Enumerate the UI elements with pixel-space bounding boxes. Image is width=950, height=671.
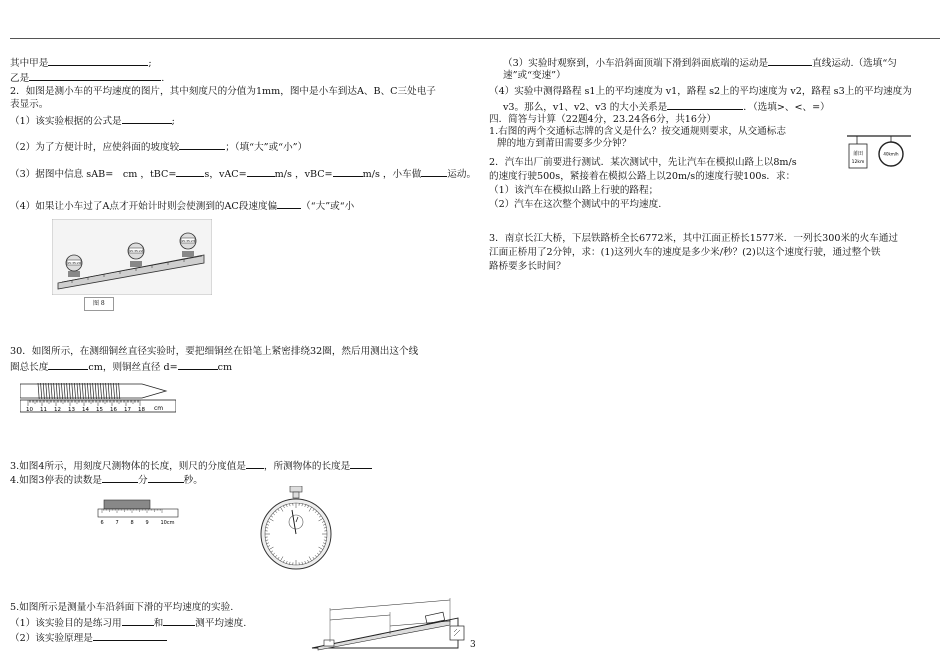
stopwatch-figure <box>258 486 334 574</box>
ruler2-tick-label: 10cm <box>160 520 175 526</box>
q5-part1: （1）该实验目的是练习用 和 测平均速度. <box>10 618 247 629</box>
ruler1-tick-label: 16 <box>110 407 117 413</box>
cart-c-time: 15:35:23 <box>181 239 195 244</box>
q30-stem-a: 30．如图所示，在测细铜丝直径实验时，要把细铜丝在铅笔上紧密排绕32圈，然后用测出这个线 <box>10 346 419 357</box>
ruler1-tick-label: 14 <box>82 407 89 413</box>
q4-text: 4.如图3停表的读数是 分 秒。 <box>10 475 203 486</box>
ruler1-tick-label: 17 <box>124 407 131 413</box>
ruler2-tick-label: 7 <box>115 520 119 526</box>
problem-3-c: 路桥要多长时间？ <box>489 261 566 272</box>
ruler1-tick-label: 12 <box>54 407 61 413</box>
ruler2-tick-label: 9 <box>145 520 149 526</box>
incline-s1-s2-figure <box>310 594 468 652</box>
q5-part2: （2）该实验原理是 <box>10 631 167 645</box>
ruler1-tick-label: 11 <box>40 407 47 413</box>
cart-a-time: 15:35:20 <box>67 261 81 266</box>
ruler2-tick-label: 6 <box>100 520 104 526</box>
q2-part3: （3）据图中信息 sAB= cm ，tBC= s，vAC= m/s ，vBC= m/s ，小车做 运动。 <box>10 169 477 180</box>
block-ruler-figure <box>96 498 180 528</box>
problem-2-d: （2）汽车在这次整个测试中的平均速度. <box>489 199 662 210</box>
traffic-signs-figure <box>845 134 913 174</box>
q3-text: 3.如图4所示，用刻度尺测物体的长度，则尺的分度值是 ，所测物体的长度是 <box>10 459 372 473</box>
r-part4-b: v3。那么，v1、v2、v3 的大小关系是 ．（选填>、<、=） <box>503 102 830 113</box>
problem-3-b: 江面正桥用了2分钟，求：(1)这列火车的速度是多少米/秒？(2)以这个速度行驶，通过整个铁 <box>489 247 881 258</box>
ruler1-tick-label: 10 <box>26 407 33 413</box>
q2-part4: （4）如果让小车过了A点才开始计时则会使测到的AC段速度偏 （“大”或“小 <box>10 201 355 212</box>
r-part3-a: （3）实验时观察到，小车沿斜面顶端下滑到斜面底端的运动是 直线运动.（选填“匀 <box>503 58 897 69</box>
q30-stem-b: 圈总长度 cm，则铜丝直径 d= cm <box>10 362 233 373</box>
figure-8-caption: 图 8 <box>84 297 114 311</box>
line-jia: 其中甲是 ; <box>10 58 152 69</box>
cart-b-time: 15:35:22 <box>129 249 143 254</box>
problem-1-b: 牌的地方到莆田需要多少分钟？ <box>497 138 632 149</box>
ruler1-unit: cm <box>154 405 164 412</box>
ruler1-tick-label: 18 <box>138 407 145 413</box>
section-4-heading: 四．简答与计算（22题4分，23.24各6分，共16分） <box>489 114 717 125</box>
ruler1-tick-label: 13 <box>68 407 75 413</box>
problem-2-b: 的速度行驶500s，紧接着在模拟公路上以20m/s的速度行驶100s．求： <box>489 171 796 182</box>
ruler1-tick-label: 15 <box>96 407 103 413</box>
q2-stem-a: 2．如图是测小车的平均速度的图片，其中刻度尺的分值为1mm，图中是小车到达A、B、C三处电子 <box>10 86 436 97</box>
q2-part1: （1）该实验根据的公式是 ; <box>10 116 175 127</box>
header-rule <box>10 38 940 39</box>
r-part3-b: 速”或“变速”） <box>503 70 566 81</box>
ruler2-tick-label: 8 <box>130 520 134 526</box>
sign-distance: 12km <box>851 160 865 165</box>
problem-2-a: 2．汽车出厂前要进行测试．某次测试中，先让汽车在模拟山路上以8m/s <box>489 157 797 168</box>
problem-1-a: 1.右图的两个交通标志牌的含义是什么？按交通规则要求，从交通标志 <box>489 126 786 137</box>
q2-stem-b: 表显示。 <box>10 99 49 110</box>
page-number: 3 <box>470 640 476 650</box>
incline-figure <box>52 219 212 295</box>
problem-2-c: （1）该汽车在模拟山路上行驶的路程； <box>489 185 659 196</box>
sign-speed-limit: 40km/h <box>883 151 899 157</box>
line-yi: 乙是 . <box>10 73 165 84</box>
r-part4-a: （4）实验中测得路程 s1上的平均速度为 v1，路程 s2上的平均速度为 v2，路程 s3上的平均速度为 <box>489 86 912 97</box>
sign-destination: 莆田 <box>852 151 864 157</box>
problem-3-a: 3．南京长江大桥，下层铁路桥全长6772米，其中江面正桥长1577米．一列长300米的火车通过 <box>489 233 899 244</box>
q5-stem: 5.如图所示是测量小车沿斜面下滑的平均速度的实验. <box>10 602 234 613</box>
q2-part2: （2）为了方便计时，应使斜面的坡度较 ；（填“大”或“小”） <box>10 142 308 153</box>
coil-ruler-figure <box>20 376 176 418</box>
